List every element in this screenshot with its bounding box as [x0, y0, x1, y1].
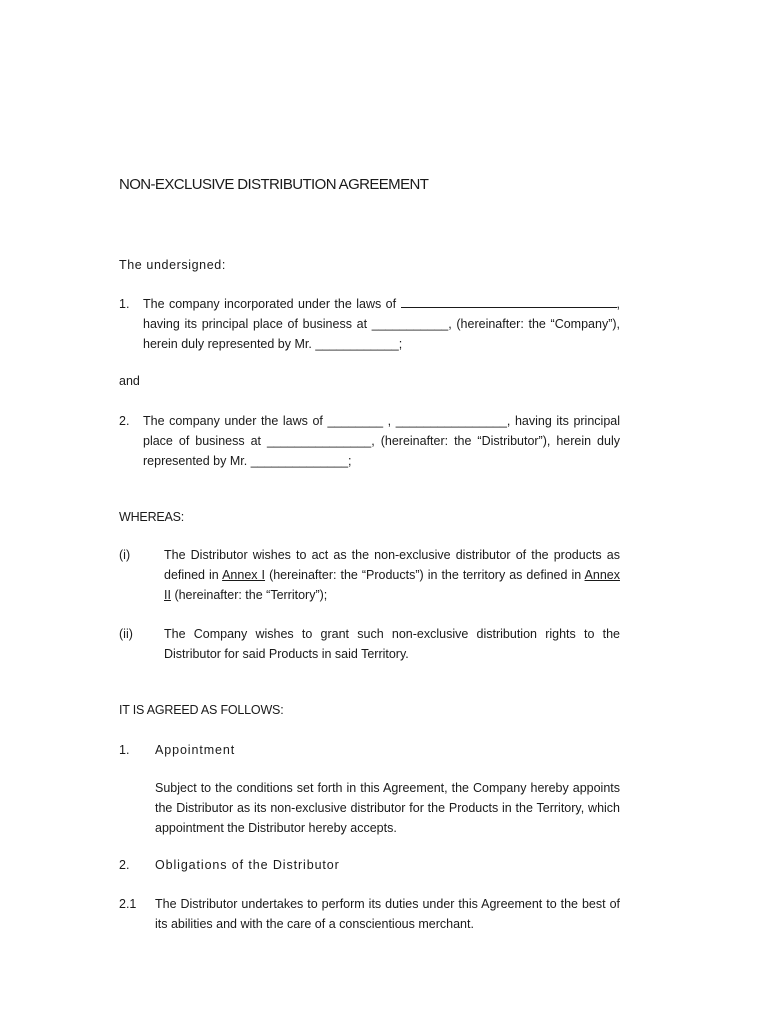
section-1-text: Subject to the conditions set forth in this Agreement, the Company hereby appoints the Distributor as its non-exclusive distributor for the Products in the Territory, which appointment the Distributor hereby accepts.	[155, 781, 620, 835]
annex-i-link[interactable]: Annex I	[222, 568, 266, 582]
section-2-1-text: The Distributor undertakes to perform its duties under this Agreement to the best of its abilities and with the care of a conscientious merchant.	[155, 897, 620, 931]
section-1-label: Appointment	[155, 743, 236, 757]
recital-i-number: (i)	[119, 548, 131, 562]
party-1-text-b: , having its principal place of business at ___________, (hereinafter: the “Company”), herein duly represented by Mr. ____________;	[143, 297, 620, 351]
section-2-heading	[119, 855, 620, 875]
recital-ii-number: (ii)	[119, 627, 133, 641]
party-1-clause	[119, 294, 620, 354]
recital-i-text-c: (hereinafter: the “Territory”);	[174, 588, 328, 602]
and-label: and	[119, 374, 140, 388]
recital-ii	[119, 624, 620, 664]
party-2-number: 2.	[119, 414, 130, 428]
party-2-text: The company under the laws of ________ , ________________, having its principal place of business at _______________, (hereinafter: the “Distributor”), herein duly represented by Mr. ______________;	[143, 414, 620, 468]
party-1-text-a: The company incorporated under the laws of	[143, 297, 397, 311]
section-1-heading	[119, 740, 620, 760]
section-2-number: 2.	[119, 858, 130, 872]
undersigned-label: The undersigned:	[119, 258, 226, 272]
annex-ii-link[interactable]: Annex II	[164, 568, 620, 602]
section-2-1-number: 2.1	[119, 897, 137, 911]
document-title: NON-EXCLUSIVE DISTRIBUTION AGREEMENT	[119, 176, 429, 193]
party-1-number: 1.	[119, 297, 130, 311]
recital-i	[119, 545, 620, 605]
party-1-blank	[401, 295, 617, 308]
section-1-number: 1.	[119, 743, 130, 757]
agreed-label: IT IS AGREED AS FOLLOWS:	[119, 703, 284, 717]
recital-i-text-a: The Distributor wishes to act as the non-exclusive distributor of the products as defined in	[164, 548, 620, 582]
recital-i-text-b: (hereinafter: the “Products”) in the territory as defined in	[269, 568, 582, 582]
section-2-label: Obligations of the Distributor	[155, 858, 340, 872]
whereas-label: WHEREAS:	[119, 510, 185, 524]
party-2-clause	[119, 411, 620, 471]
section-2-1	[119, 894, 620, 934]
recital-ii-text: The Company wishes to grant such non-exclusive distribution rights to the Distributor for said Products in said Territory.	[164, 627, 620, 661]
